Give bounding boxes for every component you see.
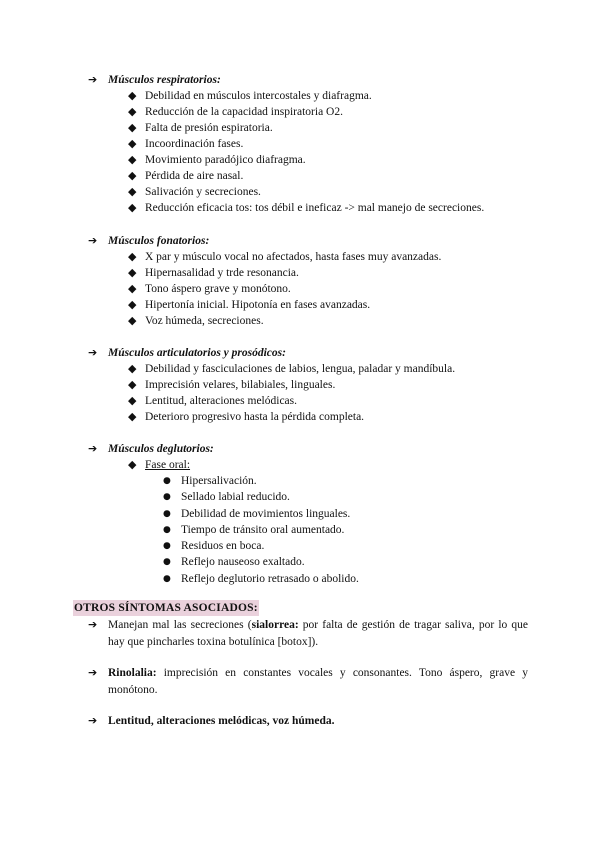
list-item — [0, 361, 600, 377]
list-item-text: Hipertonía inicial. Hipotonía en fases avanzadas. — [145, 299, 371, 311]
section-heading-row — [0, 233, 600, 249]
list-item — [0, 184, 600, 200]
list-item — [0, 297, 600, 313]
symptom-list — [0, 249, 600, 329]
paragraph-text-pre: Manejan mal las secreciones ( — [108, 619, 252, 631]
dot-bullet-icon: ● — [163, 492, 171, 503]
list-item — [0, 249, 600, 265]
diamond-bullet-icon: ◆ — [128, 378, 137, 391]
diamond-bullet-icon: ◆ — [128, 458, 137, 471]
dot-bullet-icon: ● — [163, 573, 171, 584]
arrow-icon: ➔ — [88, 442, 98, 455]
paragraph-text-bold: sialorrea: — [251, 619, 299, 631]
section-heading-row — [0, 441, 600, 457]
diamond-bullet-icon: ◆ — [128, 282, 137, 295]
section-fonatorios — [0, 233, 600, 329]
diamond-bullet-icon: ◆ — [128, 394, 137, 407]
diamond-bullet-icon: ◆ — [128, 89, 137, 102]
symptom-list — [0, 457, 600, 473]
paragraph-text — [108, 617, 528, 651]
sub-list-item-text: Residuos en boca. — [181, 540, 265, 553]
diamond-bullet-icon: ◆ — [128, 250, 137, 263]
list-item-text: Reducción eficacia tos: tos débil e ineficaz -> mal manejo de secreciones. — [145, 202, 485, 214]
arrow-icon: ➔ — [88, 234, 98, 247]
dot-bullet-icon: ● — [163, 541, 171, 552]
list-item — [0, 281, 600, 297]
diamond-bullet-icon: ◆ — [128, 121, 137, 134]
list-item-text: Debilidad en músculos intercostales y diafragma. — [145, 90, 372, 102]
dot-bullet-icon: ● — [163, 476, 171, 486]
list-item — [0, 136, 600, 152]
paragraph-text-post: imprecisión en constantes vocales y consonantes. Tono áspero, grave y monótono. — [108, 667, 528, 696]
others-paragraph-rinolalia — [88, 665, 528, 699]
list-item — [0, 313, 600, 329]
section-articulatorios — [0, 345, 600, 425]
list-item-text: Movimiento paradójico diafragma. — [145, 154, 306, 166]
sub-list-item — [0, 506, 600, 522]
list-item-text: Salivación y secreciones. — [145, 186, 261, 198]
list-item-text: Voz húmeda, secreciones. — [145, 315, 264, 327]
symptom-list — [0, 361, 600, 425]
sub-list-item — [0, 571, 600, 587]
list-item-text: Lentitud, alteraciones melódicas. — [145, 395, 297, 407]
sub-list-item-text: Reflejo nauseoso exaltado. — [181, 556, 305, 569]
list-item-text: Hipernasalidad y trde resonancia. — [145, 267, 299, 279]
section-heading: Músculos respiratorios: — [108, 74, 221, 86]
diamond-bullet-icon: ◆ — [128, 185, 137, 198]
list-item-text: Pérdida de aire nasal. — [145, 170, 244, 182]
section-heading: Músculos fonatorios: — [108, 235, 210, 247]
section-heading-row — [0, 72, 600, 88]
arrow-icon: ➔ — [88, 73, 98, 86]
section-respiratorios — [0, 72, 600, 216]
section-heading: Músculos articulatorios y prosódicos: — [108, 347, 286, 359]
list-item — [0, 200, 600, 216]
paragraph-text — [108, 665, 528, 699]
diamond-bullet-icon: ◆ — [128, 201, 137, 214]
list-item-text: Debilidad y fasciculaciones de labios, lengua, paladar y mandíbula. — [145, 363, 456, 375]
sub-list-item — [0, 522, 600, 538]
diamond-bullet-icon: ◆ — [128, 266, 137, 279]
sub-list-item-text: Sellado labial reducido. — [181, 491, 290, 504]
arrow-icon: ➔ — [88, 346, 98, 359]
list-item — [0, 152, 600, 168]
diamond-bullet-icon: ◆ — [128, 105, 137, 118]
paragraph-text-bold: Lentitud, alteraciones melódicas, voz húmeda. — [108, 715, 335, 727]
list-item-text: Tono áspero grave y monótono. — [145, 283, 291, 295]
list-item — [0, 377, 600, 393]
sub-list-item — [0, 489, 600, 505]
list-item-text: Falta de presión espiratoria. — [145, 122, 273, 134]
list-item — [0, 168, 600, 184]
sub-list-item-text: Hipersalivación. — [181, 475, 257, 487]
paragraph-text-post: por falta de gestión de tragar saliva, por lo que hay que pincharles toxina botulínica [botox]). — [108, 619, 528, 648]
diamond-bullet-icon: ◆ — [128, 362, 137, 375]
list-item — [0, 265, 600, 281]
arrow-icon: ➔ — [88, 666, 98, 679]
sub-list-item-text: Debilidad de movimientos linguales. — [181, 507, 351, 520]
list-item — [0, 88, 600, 104]
sub-list-item-text: Reflejo deglutorio retrasado o abolido. — [181, 572, 359, 585]
symptom-list — [0, 88, 600, 216]
sub-list-item — [0, 554, 600, 570]
diamond-bullet-icon: ◆ — [128, 169, 137, 182]
diamond-bullet-icon: ◆ — [128, 298, 137, 311]
paragraph-text-bold: Rinolalia: — [108, 667, 157, 679]
arrow-icon: ➔ — [88, 714, 98, 727]
arrow-icon: ➔ — [88, 618, 98, 631]
paragraph-text — [108, 713, 528, 730]
diamond-bullet-icon: ◆ — [128, 137, 137, 150]
diamond-bullet-icon: ◆ — [128, 314, 137, 327]
sub-list-item-text: Tiempo de tránsito oral aumentado. — [181, 523, 345, 536]
others-paragraph-secretions — [88, 617, 528, 651]
section-heading: Músculos deglutorios: — [108, 443, 214, 455]
list-item-text: Reducción de la capacidad inspiratoria O2. — [145, 106, 343, 118]
dot-bullet-icon: ● — [163, 508, 171, 519]
others-paragraph-lentitud — [88, 713, 528, 730]
list-item-text: Imprecisión velares, bilabiales, linguales. — [145, 379, 336, 391]
section-heading-row — [0, 345, 600, 361]
sub-list-item — [0, 473, 600, 489]
list-item-text: Deterioro progresivo hasta la pérdida completa. — [145, 411, 365, 423]
dot-bullet-icon: ● — [163, 557, 171, 568]
sub-heading: Fase oral: — [145, 459, 191, 471]
diamond-bullet-icon: ◆ — [128, 153, 137, 166]
list-item — [0, 104, 600, 120]
dot-bullet-icon: ● — [163, 524, 171, 535]
sub-symptom-list — [0, 473, 600, 587]
list-item-text: X par y músculo vocal no afectados, hasta fases muy avanzadas. — [145, 251, 442, 263]
list-item — [0, 409, 600, 425]
others-title: OTROS SÍNTOMAS ASOCIADOS: — [74, 602, 258, 614]
list-item — [0, 120, 600, 136]
sub-list-item — [0, 538, 600, 554]
list-item — [0, 393, 600, 409]
list-item-text: Incoordinación fases. — [145, 138, 244, 150]
section-deglutorios — [0, 441, 600, 587]
list-item — [0, 457, 600, 473]
diamond-bullet-icon: ◆ — [128, 410, 137, 423]
